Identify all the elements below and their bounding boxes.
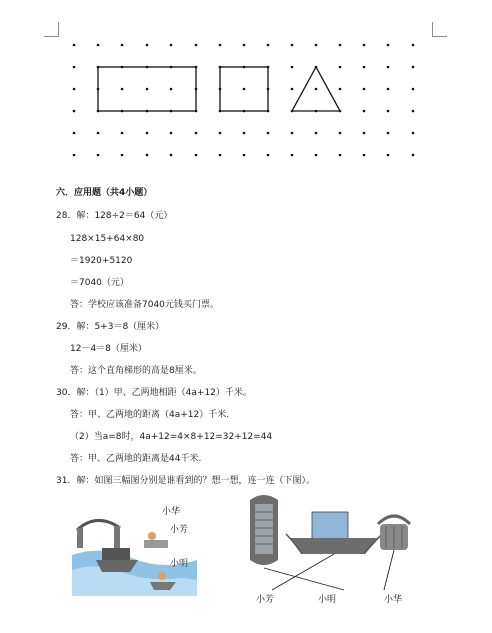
grid-dot bbox=[387, 132, 390, 135]
right-label-xiaoming: 小明 bbox=[318, 595, 337, 605]
grid-dot bbox=[339, 66, 342, 69]
grid-dot bbox=[291, 44, 294, 47]
grid-dot bbox=[121, 44, 124, 47]
grid-dot bbox=[363, 44, 366, 47]
grid-dot bbox=[146, 88, 149, 91]
grid-dot bbox=[243, 88, 246, 91]
left-label-xiaofang: 小芳 bbox=[170, 525, 189, 535]
grid-dot bbox=[170, 88, 173, 91]
grid-dot bbox=[363, 66, 366, 69]
grid-dot bbox=[387, 44, 390, 47]
right-label-xiaofang: 小芳 bbox=[256, 595, 275, 605]
grid-dot bbox=[195, 44, 198, 47]
grid-dot bbox=[363, 154, 366, 157]
grid-dot bbox=[243, 154, 246, 157]
grid-dot bbox=[315, 44, 318, 47]
grid-dot bbox=[219, 44, 222, 47]
section-title: 六．应用题（共4小题） bbox=[56, 188, 153, 198]
grid-dot bbox=[121, 88, 124, 91]
grid-dot bbox=[146, 132, 149, 135]
grid-dot bbox=[267, 154, 270, 157]
grid-dot bbox=[267, 44, 270, 47]
grid-dot bbox=[73, 44, 76, 47]
grid-dot bbox=[73, 66, 76, 69]
q30-answer-2: 答：甲、乙两地的距离是44千米. bbox=[70, 454, 202, 464]
grid-dot bbox=[387, 110, 390, 113]
grid-dot bbox=[219, 154, 222, 157]
grid-dot bbox=[97, 132, 100, 135]
q30-line-1: 30．解：（1）甲、乙两地相距（4a+12）千米。 bbox=[56, 388, 252, 398]
q28-line-4: ＝7040（元） bbox=[70, 278, 129, 288]
q31-line-1: 31．解：如图三幅图分别是谁看到的？想一想，连一连（下图）。 bbox=[56, 476, 315, 486]
boat-top-view bbox=[250, 495, 278, 565]
grid-dot bbox=[412, 132, 415, 135]
grid-dot bbox=[315, 88, 318, 91]
grid-dot bbox=[363, 110, 366, 113]
views-matching-figure bbox=[238, 490, 418, 610]
grid-dot bbox=[97, 44, 100, 47]
grid-dot bbox=[387, 88, 390, 91]
grid-dot bbox=[363, 88, 366, 91]
grid-dot bbox=[121, 132, 124, 135]
grid-dot bbox=[339, 132, 342, 135]
grid-dot bbox=[195, 132, 198, 135]
grid-dot bbox=[195, 154, 198, 157]
grid-dot bbox=[291, 154, 294, 157]
grid-dot bbox=[363, 132, 366, 135]
grid-dot bbox=[412, 154, 415, 157]
dot-grid bbox=[73, 44, 415, 157]
grid-dot bbox=[412, 66, 415, 69]
q29-line-1: 29．解：5+3＝8（厘米） bbox=[56, 322, 165, 332]
q28-line-3: ＝1920+5120 bbox=[70, 256, 133, 266]
grid-dot bbox=[170, 132, 173, 135]
q28-answer: 答：学校应该准备7040元钱买门票。 bbox=[70, 300, 219, 310]
right-label-xiaohua: 小华 bbox=[384, 595, 403, 605]
grid-dot bbox=[73, 110, 76, 113]
grid-dot bbox=[291, 66, 294, 69]
q29-line-2: 12－4＝8（厘米） bbox=[70, 344, 147, 354]
grid-dot bbox=[121, 154, 124, 157]
grid-dot bbox=[339, 154, 342, 157]
grid-dot bbox=[243, 44, 246, 47]
dot-grid-figure bbox=[0, 0, 492, 180]
boat-front-view bbox=[378, 516, 410, 550]
grid-dot bbox=[267, 132, 270, 135]
grid-dot bbox=[243, 132, 246, 135]
grid-dot bbox=[73, 88, 76, 91]
q30-answer-1: 答：甲、乙两地的距离（4a+12）千米. bbox=[70, 410, 230, 420]
grid-dot bbox=[170, 154, 173, 157]
grid-dot bbox=[73, 154, 76, 157]
q28-line-1: 28．解：128÷2＝64（元） bbox=[56, 211, 173, 221]
grid-dot bbox=[146, 44, 149, 47]
grid-dot bbox=[291, 132, 294, 135]
grid-dot bbox=[315, 154, 318, 157]
grid-dot bbox=[412, 88, 415, 91]
left-label-xiaoming: 小明 bbox=[170, 559, 189, 569]
grid-dot bbox=[339, 88, 342, 91]
scene-illustration bbox=[72, 500, 197, 596]
q30-line-2: （2）当a=8时，4a+12=4×8+12=32+12=44 bbox=[70, 432, 273, 442]
boat-side-view bbox=[286, 512, 382, 554]
grid-dot bbox=[315, 132, 318, 135]
grid-dot bbox=[146, 154, 149, 157]
grid-dot bbox=[387, 154, 390, 157]
matching-lines bbox=[264, 550, 394, 590]
grid-dot bbox=[387, 66, 390, 69]
q29-answer: 答：这个直角梯形的高是8厘米。 bbox=[70, 366, 202, 376]
grid-dot bbox=[170, 44, 173, 47]
left-label-xiaohua: 小华 bbox=[162, 507, 181, 517]
grid-dot bbox=[73, 132, 76, 135]
q28-line-2: 128×15+64×80 bbox=[70, 234, 145, 244]
grid-dot bbox=[97, 154, 100, 157]
grid-dot bbox=[412, 110, 415, 113]
grid-dot bbox=[291, 88, 294, 91]
grid-dot bbox=[219, 132, 222, 135]
grid-dot bbox=[339, 44, 342, 47]
grid-dot bbox=[412, 44, 415, 47]
